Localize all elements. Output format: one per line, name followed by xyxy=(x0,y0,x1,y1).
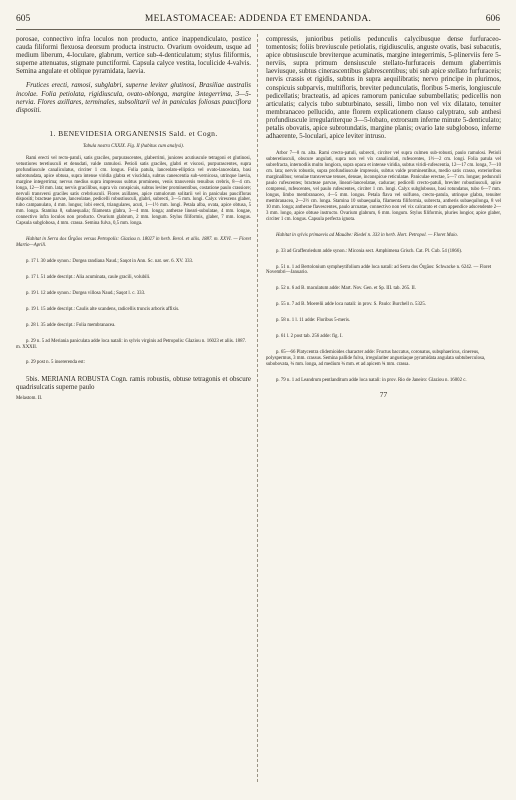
species-description: Rami erecti vel recto-patuli, satis graciles, purpurascentes, glaberrimi, juniores acutiuscule tetragoni et glutinosi, vetustiores teretiusculi et denudati, valde ramulosi. Petioli satis graciles, glabri et viscosi, purpurascentes, supra profundiuscule canaliculatus, circiter 1 cm. longus. Folia patula, lanceolato-elliptica vel ovato-lanceolata, basi subrotundata, apice obtusa, supra intense viridia glabra et viscidula, subtus canescentia sub-vernicosa, utrinque laevia, margine integerrima; nervus medius supra impressus subtus prominens, venis transversis tenuibus crebris, 8—4 cm. longa, 12—18 mm. lata; nervis gracilibus, supra vix conspicuis, subtus leviter prominentibus, costatione paulo crassiore; nervuli transversi graciles satis crebriusculi. Flores axillares, apice ramulorum solitarii vel in paniculas paucifloras dispositi; bracteae parvae, lanceolatae, pedicelli robustiusculi, glabri, subrecti, 3—5 mm. longi. Calyx virescens glaber, tubo campanulato, 4 mm. longus; lobi erecti, triangulares, acuti, 1—1½ mm. longi. Petala alba, ovata, apice obtusa, 5 mm. longa. Stamina 8, subaequalia; filamenta glabra, 3—4 mm. longa; antherae lineari-subulatae, 4 mm. longae, connectivo infra loculos non producto. Ovarium glabrum, 2 mm. longum. Stylus filiformis, glaber, 7 mm. longus. Capsula subglobosa, 4 mm. crassa. Semina fulva, 0,5 mm. longa. xyxy=(16,155,251,227)
addendum-note: p. 19 l. 12 adde synon.: Dorgea villosa Naud.; Saqot l. c. 333. xyxy=(26,290,146,296)
page-number-left: 605 xyxy=(16,14,31,24)
genus-description-end: porosae, connectivo infra loculos non producto, antice inappendiculato, postice cauda filiformi flexuosa deorsum producta instructo. Ovarium ovoideum, usque ad medium liberum, 4-loculare, glabrum, vertice sub-4-denticulatum; stylus filiformis, superne attenuatus, stigmate punctiformi. Capsula calyce vestita, loculicide 4-valvis. Semina angulate et oblique pyramidata, laevia. xyxy=(16,36,251,76)
running-header xyxy=(16,14,500,28)
signature-number: 77 xyxy=(379,389,388,399)
header-rule xyxy=(16,29,500,30)
habitat-note: Habitat in Serra dos Órgãos versus Petropolis: Glaziou n. 18027 in herb. Berol. et aliis. 1887. m. XXVI. — Floret Martio—Aprili. xyxy=(16,237,251,249)
addendum-note: p. 55 n. 7 ad B. Moerelii adde loca natali: in prov. S. Paulo: Burchell n. 5325. xyxy=(276,302,426,308)
right-column xyxy=(266,36,501,399)
addendum-note: p. 17 l. 51 adde descript.: Alia acuminata, caule gracili, volubili. xyxy=(26,275,151,281)
habitat-note: Habitat in sylvis primaevis ad Mauábe: Riedel n. 333 in herb. Hort. Petropol. — Floret Maio. xyxy=(276,232,459,238)
genus-diagnosis: Frutices erecti, ramosi, subglabri, superne leviter glutinosi, Brasiliae australis incolae. Folia petiolata, rigidiuscula, ovato-oblonga, margine integerrima, 3—5-nervia. Flores axillares, terminales, subsolitarii vel in paniculas foliosas pauciflora dispositi. xyxy=(16,82,251,114)
signature-mark: Melastom. II. xyxy=(16,395,43,401)
species-heading: 1. BENEVIDESIA ORGANENSIS Sald. et Cogn. xyxy=(49,128,218,138)
addendum-note: p. 58 n. 1 l. 11 adde: Floribus 5-meris. xyxy=(276,318,351,324)
addendum-note: p. 61 l. 2 post tab. 256 adde: fig. I. xyxy=(276,334,343,340)
addendum-note: p. 51 n. 1 ad Bertolonium sympheytifolium adde loca natali: ad Serra dos Órgãos: Schwacke n. 6242. — Floret Novembri—Januario. xyxy=(266,264,492,276)
addendum-note: p. 52 n. 6 ad B. maculatum adde: Mart. Nov. Gen. et Sp. III. tab. 265. II. xyxy=(276,286,416,292)
plate-reference: Tabula nostra CXXIX. Fig. II (habitus cum analysi). xyxy=(83,143,184,149)
addendum-note: p. 28 l. 35 adde descript.: Folia membranacea. xyxy=(26,322,116,328)
addendum-note: p. 65—66 Platycentra clidemioides character adde: Fructus baccatus, coronatus, subsphaericus, cinereus, polyspermus, 3 mm. crassus. Semina pallide fulva, irregulariter angustiaque pyramidata angulata subtuberculosa, subobovata, ¾ mm. longa, ad medium ¾ mm. et ad apicem ¾ mm. crassa. xyxy=(266,349,486,367)
column-divider xyxy=(257,34,258,782)
species-heading-2: 5bis. MERIANIA ROBUSTA Cogn. ramis robustis, obtuse tetragonis et obscure quadrisulcatis superne paulo xyxy=(16,376,251,392)
species-description: Arbor 7—8 m. alta. Rami crecto-patuli, subrecti, circiter vel supra culmen sub-robusti, paulo ramulosi. Petioli subteretiusculi, obscure angulati, supra non vel vix canaliculati, rufescentes, 1½—2 cm. longi. Folia patula vel subrefracta, internodiis multo longiora, supra opaca et intense viridia, subtus viridi-rufescentia, 12—17 cm. longa, 7—10 cm. lata; nervis robustis, supra profundiuscule impressis, subtus valde prominentibus, medio satis crasso, exterioribus marginalibus; venulae transversae tenues, densae, inconspicue reticulatae. Paniculae erectae, 5—7 cm. longae; pedunculi paulo rufescentes; bracteae parvae, lineari-lanceolatae, caducae; pedicelli crecto-patuli, breviter robustiusculi, apice compressi, rufescentes, vel paulo rufescentes, circiter 1 cm. longi. Calyx subglobosus, basi rotundatus, tubo 6—7 mm. longus, limbo membranaceo, 4—5 mm. longus. Petala flava vel sulfurea, crecto-patula, utrinque glabra, tenuiter membranacea, 2—2½ cm. longa. Stamina 10 subaequalia, filamenta filiformia, subrecta, antheris subaequilonga, 8 vel 10 mm. longa; antherae flavescentes, paulo arcuatae, connectivo non vel vix calcarato et cum appendice adscendente 2—3 mm. longo, apice obtuse instructo. Ovarium glabrum, 6 mm. longum. Stylus filiformis, pluries longior, apice glaber, circiter 1 cm. longus. Capsula perfecta ignota. xyxy=(266,151,501,222)
addendum-note: p. 79 n. 1 ad Leandrum pentlanditum adde loca natali: in prov. Rio de Janeiro: Glaziou n. 16002 c. xyxy=(276,377,467,383)
addendum-note: p. 29 n. 5 ad Meriania paniculata adde loca natali: in sylvis virginis ad Petropolis: Glaziou n. 16023 et aliis. 1887. m. XXXII. xyxy=(16,338,247,350)
addendum-note: p. 29 post n. 5 insererenda est: xyxy=(26,360,85,366)
addendum-note: p. 19 l. 15 adde descript.: Caulis alte scandens, radicellis truncis arboris affixis. xyxy=(26,306,180,312)
running-title: MELASTOMACEAE: ADDENDA ET EMENDANDA. xyxy=(144,14,372,24)
addendum-note: p. 17 l. 30 adde synon.: Dorgea randiana Naud.; Saqot in Ann. Sc. nat. ser. 6. XV. 333. xyxy=(26,259,194,265)
species-diagnosis-continued: compressis, junioribus petiolis pedunculis calycibusque dense furfuraceo-tomentosis; foliis breviuscule petiolatis, rigidiusculis, anguste ovatis, basi subacutis, apice obtusiuscule breviterque acuminatis, margine integerrimis, 5-plinerviis fere 5-nerviis, supra primum densiuscule stellato-furfuraceis demum glaberrimis laeviusque, subtus cinerascentibus glabrescentibus; ubi sub apice stellato furfuraceis; nervis crassis et rigidis, subtus in supra aequilibratis; nervo principe in plurimos, conspicuis subparvis, multifloris, breviter pedunculatis, floribus 5-meris, longiuscule pedicellatis; bracteatis, ad apices ramorum paniculae subumbellatis; pedicellis non articulatis; calycis tubo subturbinato, sessili, limbo non vel vix dilatato, tenuiter membranaceo pellucido, ante florem explicationem clauso calyptrato, sub anthesi profundiuscule irregulariterque 3—5-lobato, extrorsum inferne minute 5-denticulato; petalis obovatis, apice subrotundatis, margine planis; ovario late subgloboso, inferne adhaerente, 5-loculari, apice leviter intruso. xyxy=(266,36,501,141)
addendum-note: p. 33 ad Graffenriedum adde synon.: Miconia sect. Amphimena Grisch. Cat. Pl. Cub. 54 (1866). xyxy=(276,248,463,254)
page-number-right: 606 xyxy=(485,14,500,24)
left-column xyxy=(16,36,251,401)
